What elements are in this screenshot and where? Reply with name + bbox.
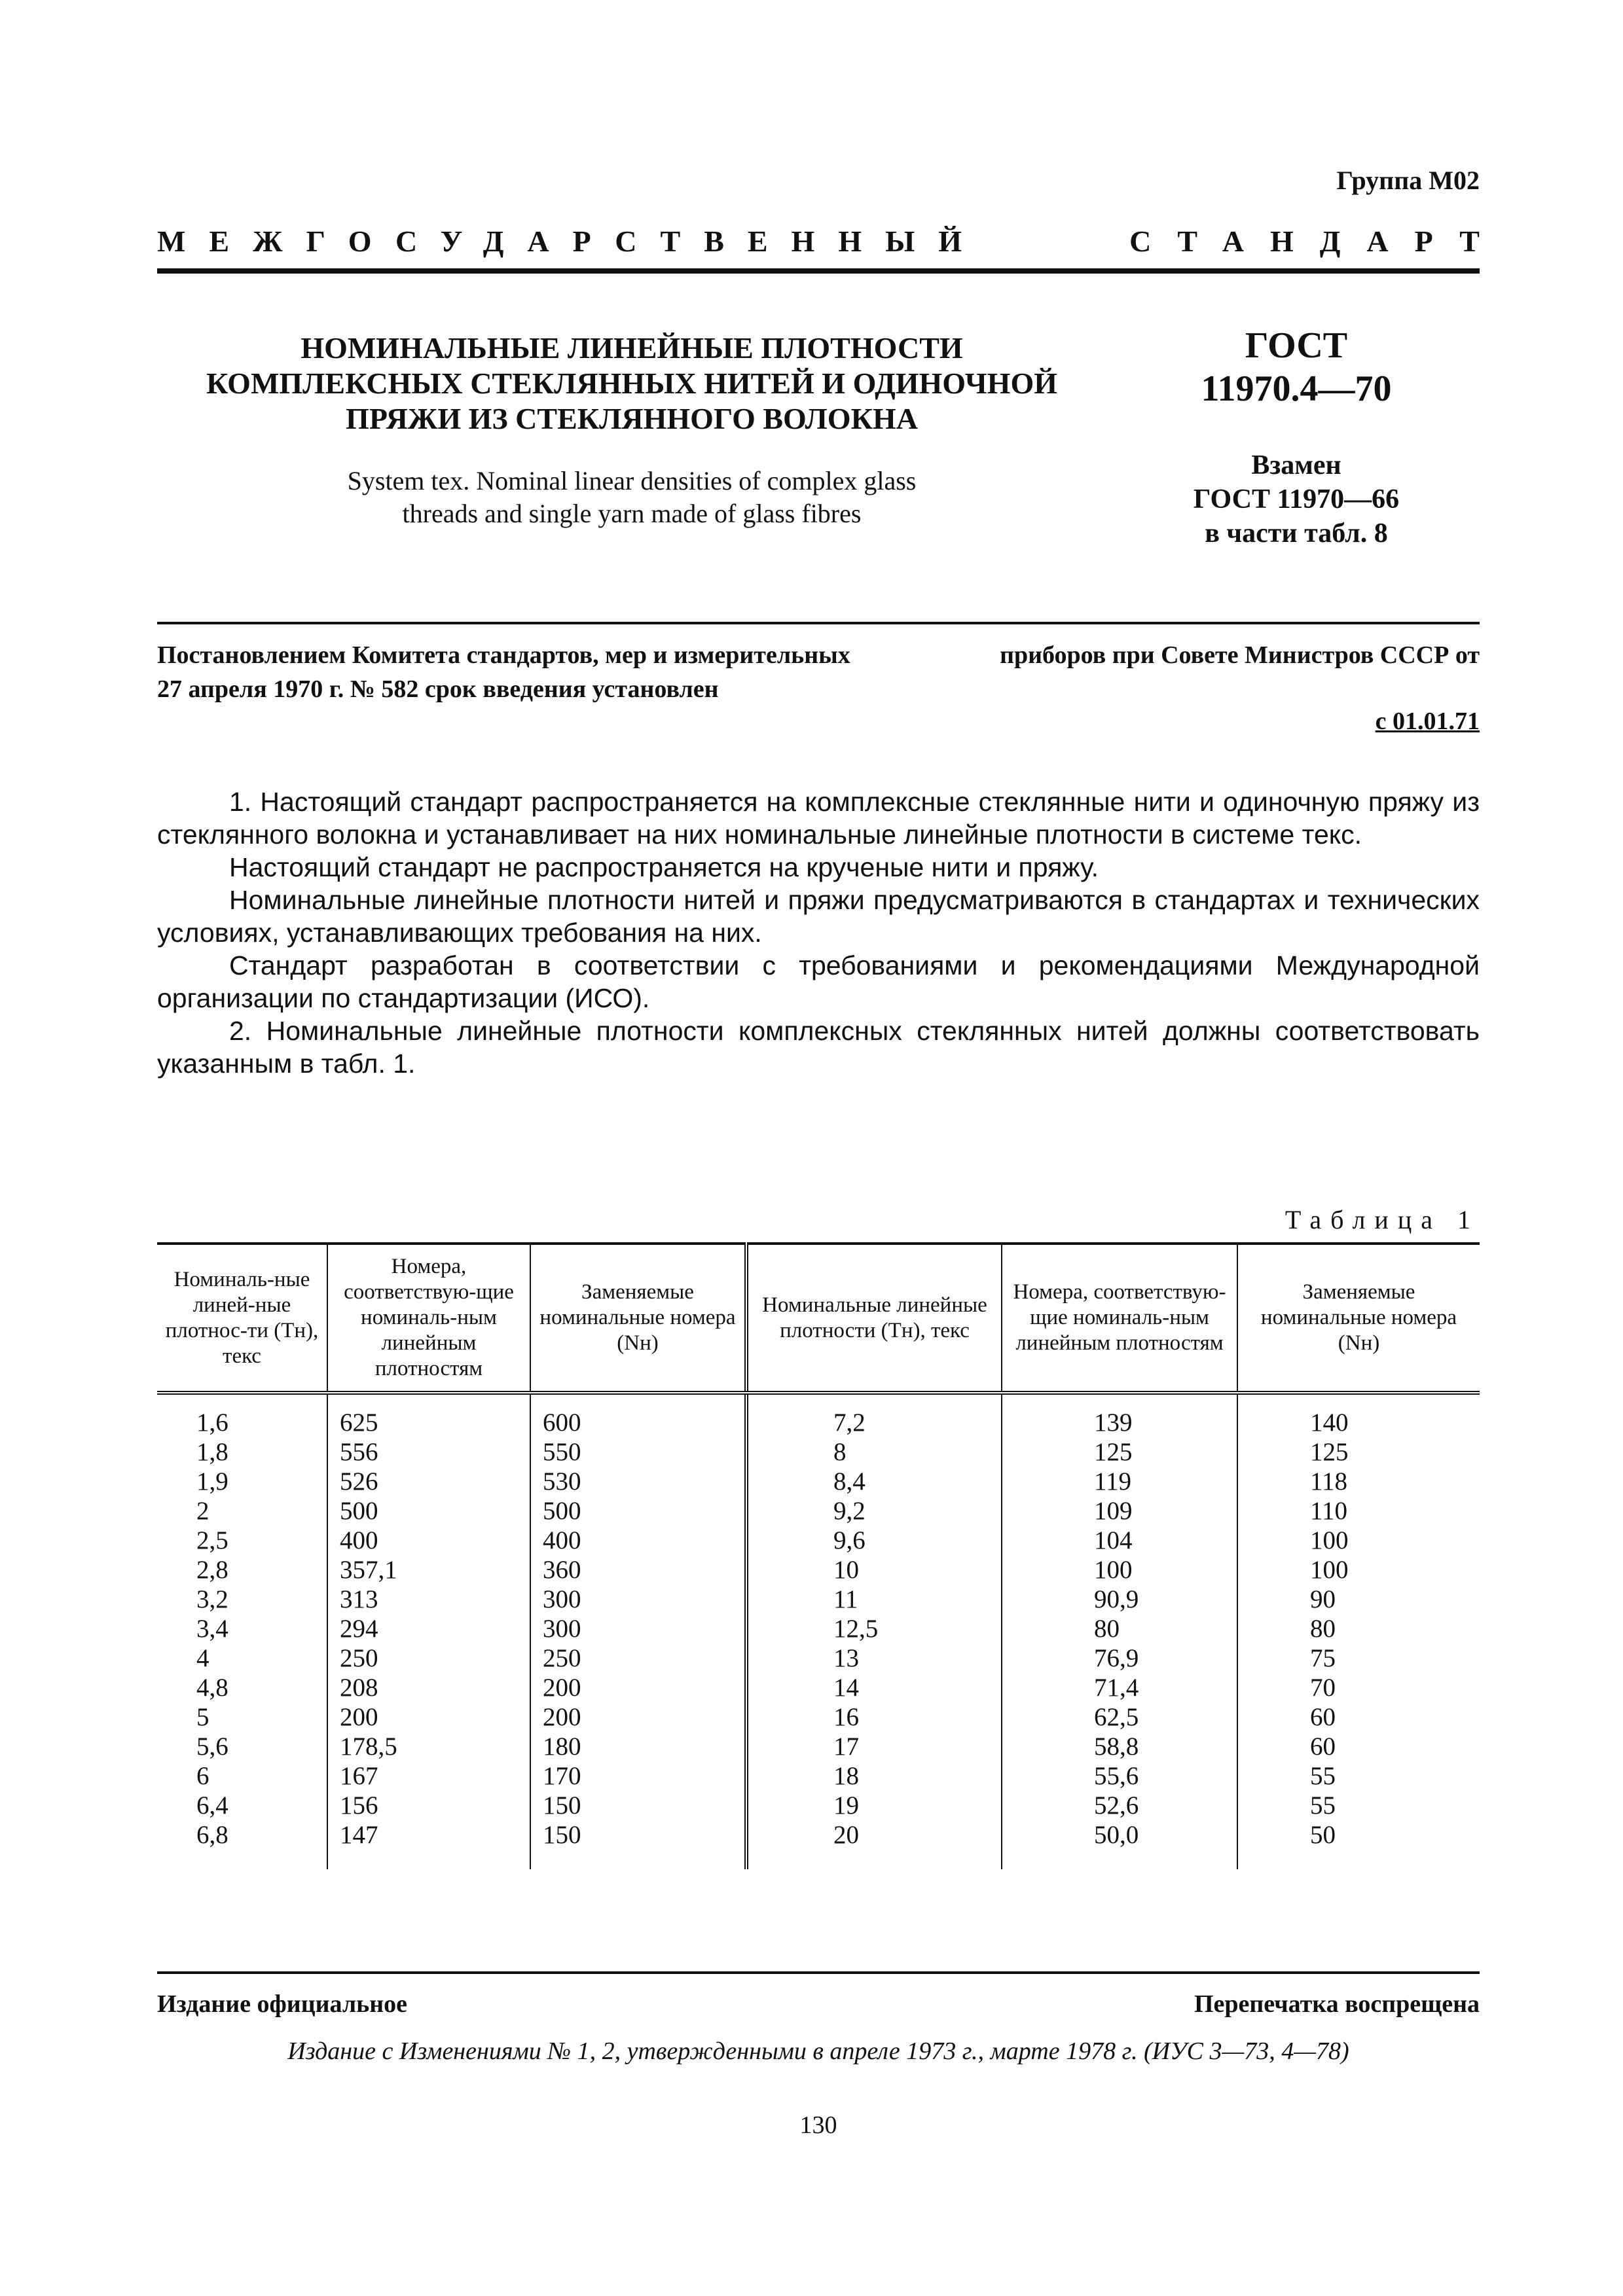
- table-cell: 294: [327, 1614, 530, 1643]
- table-cell: 62,5: [1002, 1702, 1237, 1732]
- table-cell: 12,5: [746, 1614, 1002, 1643]
- title-line: КОМПЛЕКСНЫХ СТЕКЛЯННЫХ НИТЕЙ И ОДИНОЧНОЙ: [206, 367, 1058, 400]
- group-code: Группа М02: [1336, 166, 1480, 195]
- table-cell: 16: [746, 1702, 1002, 1732]
- table-cell: 119: [1002, 1467, 1237, 1496]
- table-cell: 6,4: [196, 1791, 228, 1820]
- table-cell: 357,1: [327, 1555, 530, 1585]
- table-cell: 147: [327, 1820, 530, 1869]
- title-line: НОМИНАЛЬНЫЕ ЛИНЕЙНЫЕ ПЛОТНОСТИ: [301, 331, 963, 365]
- edition-note: Издание с Изменениями № 1, 2, утвержденными в апреле 1973 г., марте 1978 г. (ИУС 3—73, 4—78): [287, 2037, 1349, 2065]
- table-cell: 500: [530, 1496, 746, 1526]
- table-cell: 50,0: [1002, 1820, 1237, 1869]
- decree-line2: 27 апреля 1970 г. № 582 срок введения установлен: [157, 675, 719, 703]
- document-title-english: [157, 465, 1106, 530]
- table-cell: 3,2: [196, 1585, 228, 1613]
- table-cell: 156: [327, 1791, 530, 1820]
- table-cell: 150: [530, 1791, 746, 1820]
- table-1: [157, 1242, 1480, 1869]
- table-cell: 6: [196, 1762, 210, 1790]
- table-row: [157, 1761, 1480, 1791]
- table-row: [157, 1393, 1480, 1437]
- table-cell: 167: [327, 1761, 530, 1791]
- table-cell: 19: [746, 1791, 1002, 1820]
- table-cell: 400: [327, 1526, 530, 1555]
- table-cell: 90,9: [1002, 1585, 1237, 1614]
- paragraph: 2. Номинальные линейные плотности комплексных стеклянных нитей должны соответствовать указанным в табл. 1.: [157, 1016, 1480, 1079]
- table-cell: 90: [1237, 1585, 1480, 1614]
- table-cell: 5,6: [196, 1732, 228, 1761]
- footer: [157, 1990, 1480, 2018]
- table-cell: 250: [327, 1643, 530, 1673]
- table-cell: 4,8: [196, 1674, 228, 1702]
- table-cell: 150: [530, 1820, 746, 1869]
- banner-left: МЕЖГОСУДАРСТВЕННЫЙ: [157, 224, 986, 258]
- table-cell: 76,9: [1002, 1643, 1237, 1673]
- table-cell: 52,6: [1002, 1791, 1237, 1820]
- table-cell: 400: [530, 1526, 746, 1555]
- table-cell: 80: [1237, 1614, 1480, 1643]
- title-en-line: threads and single yarn made of glass fibres: [402, 499, 862, 528]
- footer-rule: [157, 1971, 1480, 1974]
- table-cell: 500: [327, 1496, 530, 1526]
- table-cell: 300: [530, 1614, 746, 1643]
- footer-left: Издание официальное: [157, 1990, 408, 2018]
- header-cell: Номиналь-ные линей-ные плотнос-ти (Tн), текс: [157, 1244, 327, 1393]
- table-cell: 139: [1002, 1393, 1237, 1437]
- table-cell: 13: [746, 1643, 1002, 1673]
- table-cell: 14: [746, 1673, 1002, 1702]
- table-cell: 170: [530, 1761, 746, 1791]
- table-cell: 9,6: [746, 1526, 1002, 1555]
- table-cell: 55: [1237, 1791, 1480, 1820]
- table-row: [157, 1614, 1480, 1643]
- table-cell: 58,8: [1002, 1732, 1237, 1761]
- table-cell: 4: [196, 1644, 210, 1672]
- decree-line1-right: приборов при Совете Министров СССР от: [1000, 641, 1480, 669]
- table-cell: 3,4: [196, 1615, 228, 1643]
- table-cell: 2: [196, 1497, 210, 1525]
- title-line: ПРЯЖИ ИЗ СТЕКЛЯННОГО ВОЛОКНА: [346, 402, 918, 435]
- table-cell: 60: [1237, 1702, 1480, 1732]
- paragraph: Стандарт разработан в соответствии с требованиями и рекомендациями Международной организации по стандартизации (ИСО).: [157, 950, 1480, 1013]
- table-caption: Таблица 1: [1285, 1205, 1480, 1234]
- table-row: [157, 1643, 1480, 1673]
- table-cell: 550: [530, 1437, 746, 1467]
- table-cell: 118: [1237, 1467, 1480, 1496]
- gost-block: [1113, 324, 1480, 550]
- header-rule: [157, 268, 1480, 274]
- gost-replaces: [1113, 448, 1480, 550]
- table-cell: 55,6: [1002, 1761, 1237, 1791]
- table-row: [157, 1467, 1480, 1496]
- table-cell: 5: [196, 1703, 210, 1731]
- table-cell: 6,8: [196, 1821, 228, 1849]
- table-cell: 100: [1002, 1555, 1237, 1585]
- table-cell: 208: [327, 1673, 530, 1702]
- gost-number: 11970.4—70: [1201, 368, 1392, 409]
- table-cell: 70: [1237, 1673, 1480, 1702]
- table-cell: 10: [746, 1555, 1002, 1585]
- header-cell: Заменяемые номинальные номера (Nн): [530, 1244, 746, 1393]
- table-cell: 530: [530, 1467, 746, 1496]
- table-cell: 18: [746, 1761, 1002, 1791]
- table-cell: 109: [1002, 1496, 1237, 1526]
- table-cell: 110: [1237, 1496, 1480, 1526]
- replaces-line: ГОСТ 11970—66: [1193, 484, 1400, 514]
- table-cell: 8,4: [746, 1467, 1002, 1496]
- table-cell: 178,5: [327, 1732, 530, 1761]
- table-cell: 125: [1002, 1437, 1237, 1467]
- table-header-row: [157, 1244, 1480, 1393]
- table-cell: 60: [1237, 1732, 1480, 1761]
- table-cell: 55: [1237, 1761, 1480, 1791]
- decree-text: [157, 638, 1480, 706]
- table-cell: 140: [1237, 1393, 1480, 1437]
- table-row: [157, 1820, 1480, 1869]
- table-cell: 313: [327, 1585, 530, 1614]
- table-row: [157, 1437, 1480, 1467]
- table-cell: 7,2: [746, 1393, 1002, 1437]
- table-row: [157, 1791, 1480, 1820]
- table-row: [157, 1496, 1480, 1526]
- table-cell: 200: [530, 1673, 746, 1702]
- table-cell: 20: [746, 1820, 1002, 1869]
- table-body: [157, 1393, 1480, 1869]
- header-cell: Номера, соответствую-щие номиналь-ным линейным плотностям: [1002, 1244, 1237, 1393]
- table-cell: 104: [1002, 1526, 1237, 1555]
- table-cell: 200: [327, 1702, 530, 1732]
- header-cell: Номера, соответствую-щие номиналь-ным линейным плотностям: [327, 1244, 530, 1393]
- document-title: [157, 331, 1106, 437]
- table-cell: 9,2: [746, 1496, 1002, 1526]
- table-cell: 180: [530, 1732, 746, 1761]
- table-row: [157, 1585, 1480, 1614]
- table-row: [157, 1526, 1480, 1555]
- introduction-date: с 01.01.71: [1375, 708, 1480, 735]
- paragraph: Номинальные линейные плотности нитей и пряжи предусматриваются в стандартах и технических условиях, устанавливающих требования на них.: [157, 885, 1480, 948]
- table-cell: 8: [746, 1437, 1002, 1467]
- table-cell: 71,4: [1002, 1673, 1237, 1702]
- page-number: 130: [799, 2111, 837, 2139]
- gost-label: ГОСТ: [1245, 325, 1348, 366]
- table-cell: 625: [327, 1393, 530, 1437]
- table-cell: 2,5: [196, 1526, 228, 1554]
- table-cell: 17: [746, 1732, 1002, 1761]
- table-cell: 125: [1237, 1437, 1480, 1467]
- table-cell: 75: [1237, 1643, 1480, 1673]
- paragraph: Настоящий стандарт не распространяется на крученые нити и пряжу.: [229, 852, 1099, 882]
- table-cell: 300: [530, 1585, 746, 1614]
- standard-banner: [157, 221, 1506, 260]
- header-cell: Заменяемые номинальные номера (Nн): [1237, 1244, 1480, 1393]
- paragraph: 1. Настоящий стандарт распространяется на комплексные стеклянные нити и одиночную пряжу из стеклянного волокна и устанавливает на них номинальные линейные плотности в системе текс.: [157, 787, 1480, 850]
- decree-rule: [157, 622, 1480, 624]
- table-cell: 100: [1237, 1526, 1480, 1555]
- table-cell: 360: [530, 1555, 746, 1585]
- table-cell: 1,6: [196, 1408, 228, 1437]
- table-cell: 100: [1237, 1555, 1480, 1585]
- table-cell: 556: [327, 1437, 530, 1467]
- table-cell: 250: [530, 1643, 746, 1673]
- table-cell: 1,9: [196, 1467, 228, 1496]
- table-cell: 2,8: [196, 1556, 228, 1584]
- table-row: [157, 1555, 1480, 1585]
- table-cell: 600: [530, 1393, 746, 1437]
- table-cell: 1,8: [196, 1438, 228, 1466]
- table-cell: 11: [746, 1585, 1002, 1614]
- body-text: [157, 785, 1480, 1080]
- footer-right: Перепечатка воспрещена: [1194, 1990, 1480, 2018]
- header-cell: Номинальные линейные плотности (Tн), текс: [746, 1244, 1002, 1393]
- table-row: [157, 1673, 1480, 1702]
- table-cell: 200: [530, 1702, 746, 1732]
- table-cell: 50: [1237, 1820, 1480, 1869]
- replaces-line: Взамен: [1251, 450, 1341, 480]
- table-row: [157, 1702, 1480, 1732]
- replaces-line: в части табл. 8: [1205, 518, 1388, 548]
- table-row: [157, 1732, 1480, 1761]
- table-cell: 80: [1002, 1614, 1237, 1643]
- banner-right: СТАНДАРТ: [1129, 224, 1506, 258]
- decree-line1-left: Постановлением Комитета стандартов, мер и измерительных: [157, 641, 850, 669]
- title-en-line: System tex. Nominal linear densities of complex glass: [347, 466, 917, 495]
- table-cell: 526: [327, 1467, 530, 1496]
